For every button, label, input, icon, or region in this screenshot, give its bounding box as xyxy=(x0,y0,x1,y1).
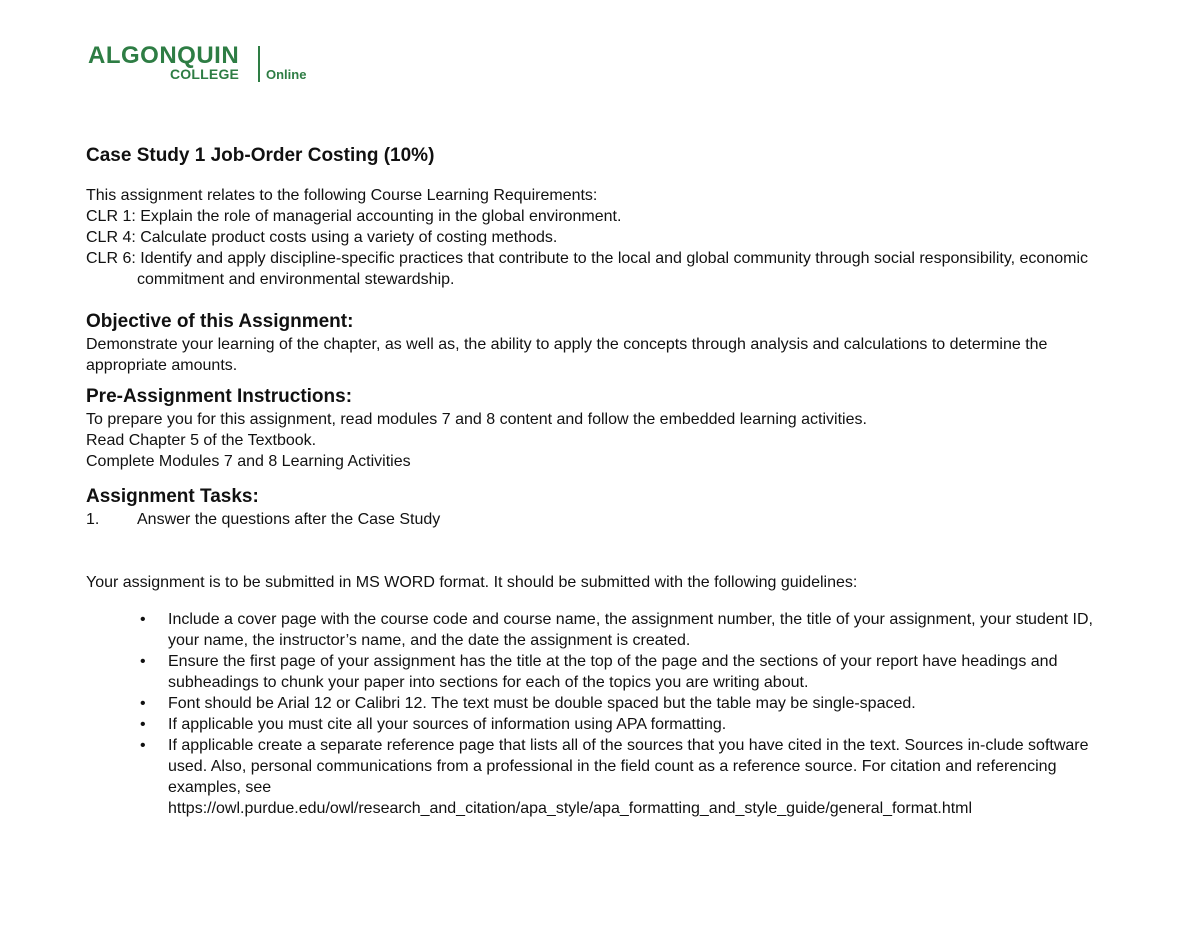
guideline-item xyxy=(137,651,1116,693)
logo-subtitle: COLLEGE xyxy=(170,66,240,82)
clr-item: CLR 6: Identify and apply discipline-specific practices that contribute to the local and global community through social responsibility, economic commitment and environmental stewardship. xyxy=(86,250,1088,288)
pre-assignment-line: To prepare you for this assignment, read modules 7 and 8 content and follow the embedded learning activities. xyxy=(86,411,867,428)
clr-item: CLR 1: Explain the role of managerial accounting in the global environment. xyxy=(86,208,622,225)
tasks-heading: Assignment Tasks: xyxy=(86,486,259,507)
clr-item: CLR 4: Calculate product costs using a variety of costing methods. xyxy=(86,229,558,246)
reference-link[interactable]: https://owl.purdue.edu/owl/research_and_citation/apa_style/apa_formatting_and_style_guide/general_format.html xyxy=(168,800,973,817)
clr-intro: This assignment relates to the following Course Learning Requirements: xyxy=(86,187,598,204)
logo-tag: Online xyxy=(266,67,307,82)
guideline-text: Ensure the first page of your assignment has the title at the top of the page and the sections of your report have headings and subheadings to chunk your paper into sections for each of the topics you are writing about. xyxy=(168,653,1058,691)
guideline-item xyxy=(137,693,1116,714)
bullet-icon: • xyxy=(140,611,146,628)
guideline-text: Font should be Arial 12 or Calibri 12. The text must be double spaced but the table may be single-spaced. xyxy=(168,695,916,712)
guidelines-list xyxy=(86,609,1116,819)
guideline-item xyxy=(137,735,1116,819)
bullet-icon: • xyxy=(140,716,146,733)
task-number: 1. xyxy=(86,511,100,528)
guideline-item xyxy=(137,714,1116,735)
submission-note: Your assignment is to be submitted in MS WORD format. It should be submitted with the following guidelines: xyxy=(86,574,858,591)
pre-assignment-line: Read Chapter 5 of the Textbook. xyxy=(86,432,317,449)
bullet-icon: • xyxy=(140,737,146,754)
objective-text: Demonstrate your learning of the chapter, as well as, the ability to apply the concepts through analysis and calculations to determine the appropriate amounts. xyxy=(86,336,1048,374)
pre-assignment-line: Complete Modules 7 and 8 Learning Activities xyxy=(86,453,411,470)
document-body xyxy=(86,143,1116,819)
guideline-text: If applicable create a separate reference page that lists all of the sources that you have cited in the text. Sources in-clude software used. Also, personal communications from a professional in the field count as a reference source. For citation and referencing examples, see xyxy=(168,737,1089,796)
bullet-icon: • xyxy=(140,653,146,670)
logo-divider xyxy=(258,46,260,82)
clr-section xyxy=(86,185,1116,290)
guideline-text: Include a cover page with the course code and course name, the assignment number, the title of your assignment, your student ID, your name, the instructor’s name, and the date the assignment is created. xyxy=(168,611,1093,649)
pre-assignment-heading: Pre-Assignment Instructions: xyxy=(86,386,353,407)
page-title: Case Study 1 Job-Order Costing (10%) xyxy=(86,145,435,166)
guideline-text: If applicable you must cite all your sources of information using APA formatting. xyxy=(168,716,727,733)
task-item xyxy=(86,509,1116,530)
guideline-item xyxy=(137,609,1116,651)
objective-heading: Objective of this Assignment: xyxy=(86,311,354,332)
task-text: Answer the questions after the Case Study xyxy=(137,511,441,528)
bullet-icon: • xyxy=(140,695,146,712)
logo-wordmark: ALGONQUIN xyxy=(88,42,240,69)
college-logo xyxy=(88,42,328,86)
